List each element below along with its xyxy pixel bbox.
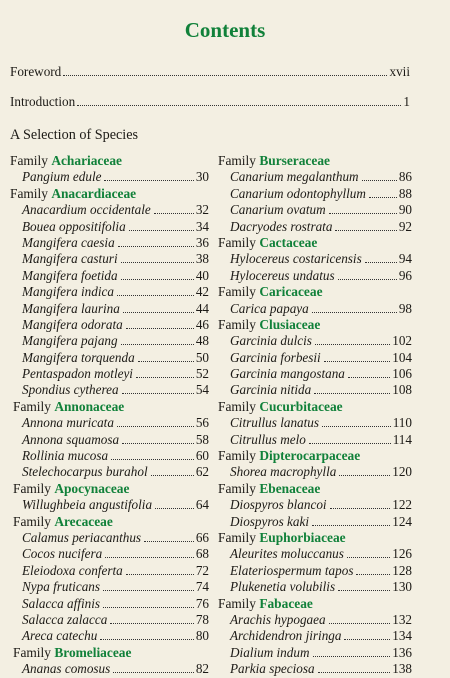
species-name: Willughbeia angustifolia xyxy=(22,497,153,513)
dot-leader xyxy=(121,262,194,263)
species-name: Stelechocarpus burahol xyxy=(22,464,148,480)
dot-leader xyxy=(348,377,390,378)
species-name: Garcinia dulcis xyxy=(230,333,312,349)
species-name: Archidendron jiringa xyxy=(230,628,342,644)
species-name: Parkia speciosa xyxy=(230,661,315,677)
dot-leader xyxy=(356,574,390,575)
page-number: 50 xyxy=(195,349,209,365)
page-number: 86 xyxy=(398,169,412,185)
species-entry[interactable] xyxy=(218,366,412,382)
species-entry[interactable] xyxy=(218,563,412,579)
species-name: Shorea macrophylla xyxy=(230,464,337,480)
species-name: Salacca affinis xyxy=(22,595,101,611)
dot-leader xyxy=(330,508,391,509)
page-number: 120 xyxy=(392,464,412,480)
species-name: Canarium megalanthum xyxy=(230,169,359,185)
species-name: Annona squamosa xyxy=(22,431,120,447)
family-heading xyxy=(218,153,412,169)
dot-leader xyxy=(113,672,194,673)
species-name: Aleurites moluccanus xyxy=(230,546,344,562)
dot-leader xyxy=(104,180,193,181)
page-number: 96 xyxy=(398,267,412,283)
species-entry[interactable] xyxy=(10,235,209,251)
species-name: Diospyros blancoi xyxy=(230,497,327,513)
species-entry[interactable] xyxy=(218,219,412,235)
family-prefix: Family xyxy=(218,284,256,300)
dot-leader xyxy=(322,426,391,427)
species-entry[interactable] xyxy=(218,415,412,431)
page-number: 64 xyxy=(195,497,209,513)
dot-leader xyxy=(151,475,194,476)
family-name: Cactaceae xyxy=(259,234,318,250)
species-entry[interactable] xyxy=(218,514,412,530)
family-prefix: Family xyxy=(13,513,51,529)
dot-leader xyxy=(312,312,397,313)
family-heading xyxy=(10,186,209,202)
family-prefix: Family xyxy=(218,153,256,168)
page-number: 90 xyxy=(398,202,412,218)
species-name: Spondius cytherea xyxy=(22,382,119,398)
dot-leader xyxy=(122,393,194,394)
species-name: Cocos nucifera xyxy=(22,546,103,562)
family-prefix: Family xyxy=(218,448,256,464)
page-number: 122 xyxy=(392,497,412,513)
family-name: Achariaceae xyxy=(51,153,122,168)
species-entry[interactable] xyxy=(218,186,412,202)
species-entry[interactable] xyxy=(10,448,209,464)
toc-entry-page: xvii xyxy=(389,64,410,79)
species-entry[interactable] xyxy=(10,628,209,644)
family-name: Bromeliaceae xyxy=(54,644,132,660)
toc-entry-introduction[interactable] xyxy=(10,94,410,110)
dot-leader xyxy=(347,557,390,558)
toc-entry-foreword[interactable] xyxy=(10,64,410,80)
family-heading xyxy=(10,153,209,169)
page-number: 34 xyxy=(195,218,209,234)
page-number: 68 xyxy=(195,546,209,562)
dot-leader xyxy=(117,426,194,427)
page-number: 88 xyxy=(398,185,412,201)
family-prefix: Family xyxy=(10,185,48,201)
family-prefix: Family xyxy=(218,480,256,496)
species-entry[interactable] xyxy=(218,612,412,628)
family-heading xyxy=(10,481,209,497)
species-entry[interactable] xyxy=(218,169,412,185)
species-entry[interactable] xyxy=(218,202,412,218)
species-entry[interactable] xyxy=(10,546,209,562)
species-entry[interactable] xyxy=(10,366,209,382)
family-heading xyxy=(218,596,412,612)
dot-leader xyxy=(122,443,194,444)
family-prefix: Family xyxy=(13,480,51,496)
dot-leader xyxy=(369,197,397,198)
family-prefix: Family xyxy=(218,316,256,332)
species-name: Mangifera indica xyxy=(22,284,114,300)
page-number: 136 xyxy=(392,644,412,660)
dot-leader xyxy=(335,230,396,231)
dot-leader xyxy=(121,344,194,345)
species-entry[interactable] xyxy=(218,645,412,661)
dot-leader xyxy=(339,475,390,476)
dot-leader xyxy=(315,344,390,345)
species-name: Eleiodoxa conferta xyxy=(22,562,123,578)
species-entry[interactable] xyxy=(10,661,209,677)
page-number: 44 xyxy=(195,300,209,316)
species-entry[interactable] xyxy=(218,268,412,284)
species-entry[interactable] xyxy=(10,317,209,333)
species-entry[interactable] xyxy=(218,251,412,267)
page-number: 38 xyxy=(195,251,209,267)
page-number: 46 xyxy=(195,316,209,332)
page-number: 114 xyxy=(392,431,412,447)
dot-leader xyxy=(362,180,397,181)
species-entry[interactable] xyxy=(10,497,209,513)
dot-leader xyxy=(155,508,194,509)
dot-leader xyxy=(117,295,194,296)
page-number: 60 xyxy=(195,448,209,464)
page-number: 102 xyxy=(392,333,412,349)
page-title: Contents xyxy=(184,18,266,42)
species-name: Bouea oppositifolia xyxy=(22,218,126,234)
family-heading xyxy=(218,235,412,251)
page-number: 40 xyxy=(195,267,209,283)
toc-entry-label: Foreword xyxy=(10,64,62,79)
dot-leader xyxy=(329,213,397,214)
page-number: 82 xyxy=(195,661,209,677)
family-heading xyxy=(218,399,412,415)
family-heading xyxy=(10,399,209,415)
page-number: 128 xyxy=(392,562,412,578)
species-entry[interactable] xyxy=(10,251,209,267)
family-prefix: Family xyxy=(218,529,256,545)
species-name: Canarium ovatum xyxy=(230,202,326,218)
species-entry[interactable] xyxy=(218,497,412,513)
page-number: 138 xyxy=(392,661,412,677)
family-heading xyxy=(218,317,412,333)
dot-leader xyxy=(318,672,391,673)
page-number: 94 xyxy=(398,251,412,267)
family-name: Caricaceae xyxy=(259,284,323,300)
species-name: Citrullus lanatus xyxy=(230,415,320,431)
species-name: Dialium indum xyxy=(230,644,310,660)
dot-leader xyxy=(154,213,194,214)
family-name: Anacardiaceae xyxy=(51,185,137,201)
species-name: Calamus periacanthus xyxy=(22,529,142,545)
species-entry[interactable] xyxy=(10,415,209,431)
species-entry[interactable] xyxy=(218,301,412,317)
species-entry[interactable] xyxy=(218,661,412,677)
dot-leader xyxy=(313,656,391,657)
family-prefix: Family xyxy=(10,153,48,168)
species-entry[interactable] xyxy=(10,350,209,366)
family-prefix: Family xyxy=(218,234,256,250)
dot-leader xyxy=(77,105,401,106)
family-heading xyxy=(10,514,209,530)
species-entry[interactable] xyxy=(10,579,209,595)
species-entry[interactable] xyxy=(10,284,209,300)
dot-leader xyxy=(329,623,391,624)
species-entry[interactable] xyxy=(10,432,209,448)
species-entry[interactable] xyxy=(218,628,412,644)
species-name: Nypa fruticans xyxy=(22,579,101,595)
species-name: Mangifera casturi xyxy=(22,251,118,267)
page-number: 92 xyxy=(398,218,412,234)
species-name: Dacryodes rostrata xyxy=(230,218,333,234)
dot-leader xyxy=(121,279,194,280)
species-name: Mangifera pajang xyxy=(22,333,118,349)
page-number: 80 xyxy=(195,628,209,644)
species-name: Areca catechu xyxy=(22,628,98,644)
page-number: 104 xyxy=(392,349,412,365)
toc-entry-page: 1 xyxy=(403,94,410,109)
family-heading xyxy=(218,284,412,300)
species-name: Diospyros kaki xyxy=(230,513,309,529)
page-number: 78 xyxy=(195,611,209,627)
species-entry[interactable] xyxy=(10,596,209,612)
species-entry[interactable] xyxy=(10,268,209,284)
species-name: Arachis hypogaea xyxy=(230,611,326,627)
species-name: Garcinia mangostana xyxy=(230,366,345,382)
family-heading xyxy=(218,530,412,546)
page-number: 130 xyxy=(392,579,412,595)
page-number: 74 xyxy=(195,579,209,595)
species-name: Mangifera torquenda xyxy=(22,349,135,365)
dot-leader xyxy=(309,443,391,444)
dot-leader xyxy=(63,75,387,76)
page-number: 58 xyxy=(195,431,209,447)
page-number: 62 xyxy=(195,464,209,480)
species-entry[interactable] xyxy=(218,432,412,448)
species-name: Pangium edule xyxy=(22,169,102,185)
page-number: 132 xyxy=(392,611,412,627)
family-heading xyxy=(10,645,209,661)
page-number: 126 xyxy=(392,546,412,562)
dot-leader xyxy=(111,459,194,460)
species-name: Mangifera odorata xyxy=(22,316,123,332)
dot-leader xyxy=(324,361,390,362)
dot-leader xyxy=(144,541,194,542)
dot-leader xyxy=(126,328,194,329)
dot-leader xyxy=(338,279,397,280)
family-name: Cucurbitaceae xyxy=(259,398,343,414)
page-number: 56 xyxy=(195,415,209,431)
species-entry[interactable] xyxy=(218,333,412,349)
page-number: 106 xyxy=(392,366,412,382)
page-number: 54 xyxy=(195,382,209,398)
species-entry[interactable] xyxy=(10,333,209,349)
page-number: 48 xyxy=(195,333,209,349)
left-column xyxy=(10,153,209,678)
page-number: 108 xyxy=(392,382,412,398)
section-heading: A Selection of Species xyxy=(10,127,139,143)
species-entry[interactable] xyxy=(218,350,412,366)
species-entry[interactable] xyxy=(10,382,209,398)
species-entry[interactable] xyxy=(10,612,209,628)
family-prefix: Family xyxy=(218,595,256,611)
family-name: Euphorbiaceae xyxy=(259,529,346,545)
family-name: Arecaceae xyxy=(54,513,113,529)
species-name: Hylocereus undatus xyxy=(230,267,335,283)
family-prefix: Family xyxy=(13,644,51,660)
species-name: Ananas comosus xyxy=(22,661,111,677)
species-name: Elateriospermum tapos xyxy=(230,562,354,578)
species-name: Plukenetia volubilis xyxy=(230,579,336,595)
dot-leader xyxy=(129,230,194,231)
page-number: 124 xyxy=(392,513,412,529)
family-name: Ebenaceae xyxy=(259,480,321,496)
page-number: 36 xyxy=(195,234,209,250)
page-number: 66 xyxy=(195,529,209,545)
family-prefix: Family xyxy=(218,398,256,414)
dot-leader xyxy=(138,361,194,362)
species-entry[interactable] xyxy=(10,202,209,218)
species-name: Garcinia forbesii xyxy=(230,349,321,365)
species-entry[interactable] xyxy=(218,382,412,398)
page-number: 32 xyxy=(195,202,209,218)
page-number: 42 xyxy=(195,284,209,300)
dot-leader xyxy=(338,590,390,591)
species-name: Mangifera caesia xyxy=(22,234,115,250)
family-name: Fabaceae xyxy=(259,595,313,611)
family-heading xyxy=(218,448,412,464)
page-number: 30 xyxy=(195,169,209,185)
page-number: 110 xyxy=(392,415,412,431)
dot-leader xyxy=(103,607,194,608)
species-name: Pentaspadon motleyi xyxy=(22,366,133,382)
right-column xyxy=(218,153,412,678)
page-number: 72 xyxy=(195,562,209,578)
family-name: Apocynaceae xyxy=(54,480,130,496)
species-name: Anacardium occidentale xyxy=(22,202,151,218)
species-entry[interactable] xyxy=(218,464,412,480)
species-name: Rollinia mucosa xyxy=(22,448,109,464)
species-entry[interactable] xyxy=(10,301,209,317)
species-entry[interactable] xyxy=(218,579,412,595)
page-number: 134 xyxy=(392,628,412,644)
family-name: Burseraceae xyxy=(259,153,330,168)
dot-leader xyxy=(110,623,193,624)
dot-leader xyxy=(126,574,194,575)
species-entry[interactable] xyxy=(10,169,209,185)
species-name: Mangifera laurina xyxy=(22,300,120,316)
family-name: Clusiaceae xyxy=(259,316,321,332)
page-number: 52 xyxy=(195,366,209,382)
family-name: Dipterocarpaceae xyxy=(259,448,361,464)
dot-leader xyxy=(314,393,390,394)
species-entry[interactable] xyxy=(10,530,209,546)
family-name: Annonaceae xyxy=(54,398,125,414)
dot-leader xyxy=(103,590,194,591)
species-entry[interactable] xyxy=(10,563,209,579)
species-name: Annona muricata xyxy=(22,415,114,431)
page-number: 76 xyxy=(195,595,209,611)
dot-leader xyxy=(365,262,397,263)
family-prefix: Family xyxy=(13,398,51,414)
species-name: Salacca zalacca xyxy=(22,611,108,627)
species-name: Citrullus melo xyxy=(230,431,306,447)
species-entry[interactable] xyxy=(218,546,412,562)
page-number: 98 xyxy=(398,300,412,316)
family-heading xyxy=(218,481,412,497)
dot-leader xyxy=(118,246,194,247)
dot-leader xyxy=(123,312,194,313)
dot-leader xyxy=(136,377,194,378)
species-name: Hylocereus costaricensis xyxy=(230,251,362,267)
species-name: Canarium odontophyllum xyxy=(230,185,366,201)
species-entry[interactable] xyxy=(10,219,209,235)
dot-leader xyxy=(105,557,194,558)
species-name: Mangifera foetida xyxy=(22,267,118,283)
dot-leader xyxy=(312,525,390,526)
species-name: Garcinia nitida xyxy=(230,382,312,398)
species-entry[interactable] xyxy=(10,464,209,480)
toc-entry-label: Introduction xyxy=(10,94,76,109)
species-name: Carica papaya xyxy=(230,300,309,316)
